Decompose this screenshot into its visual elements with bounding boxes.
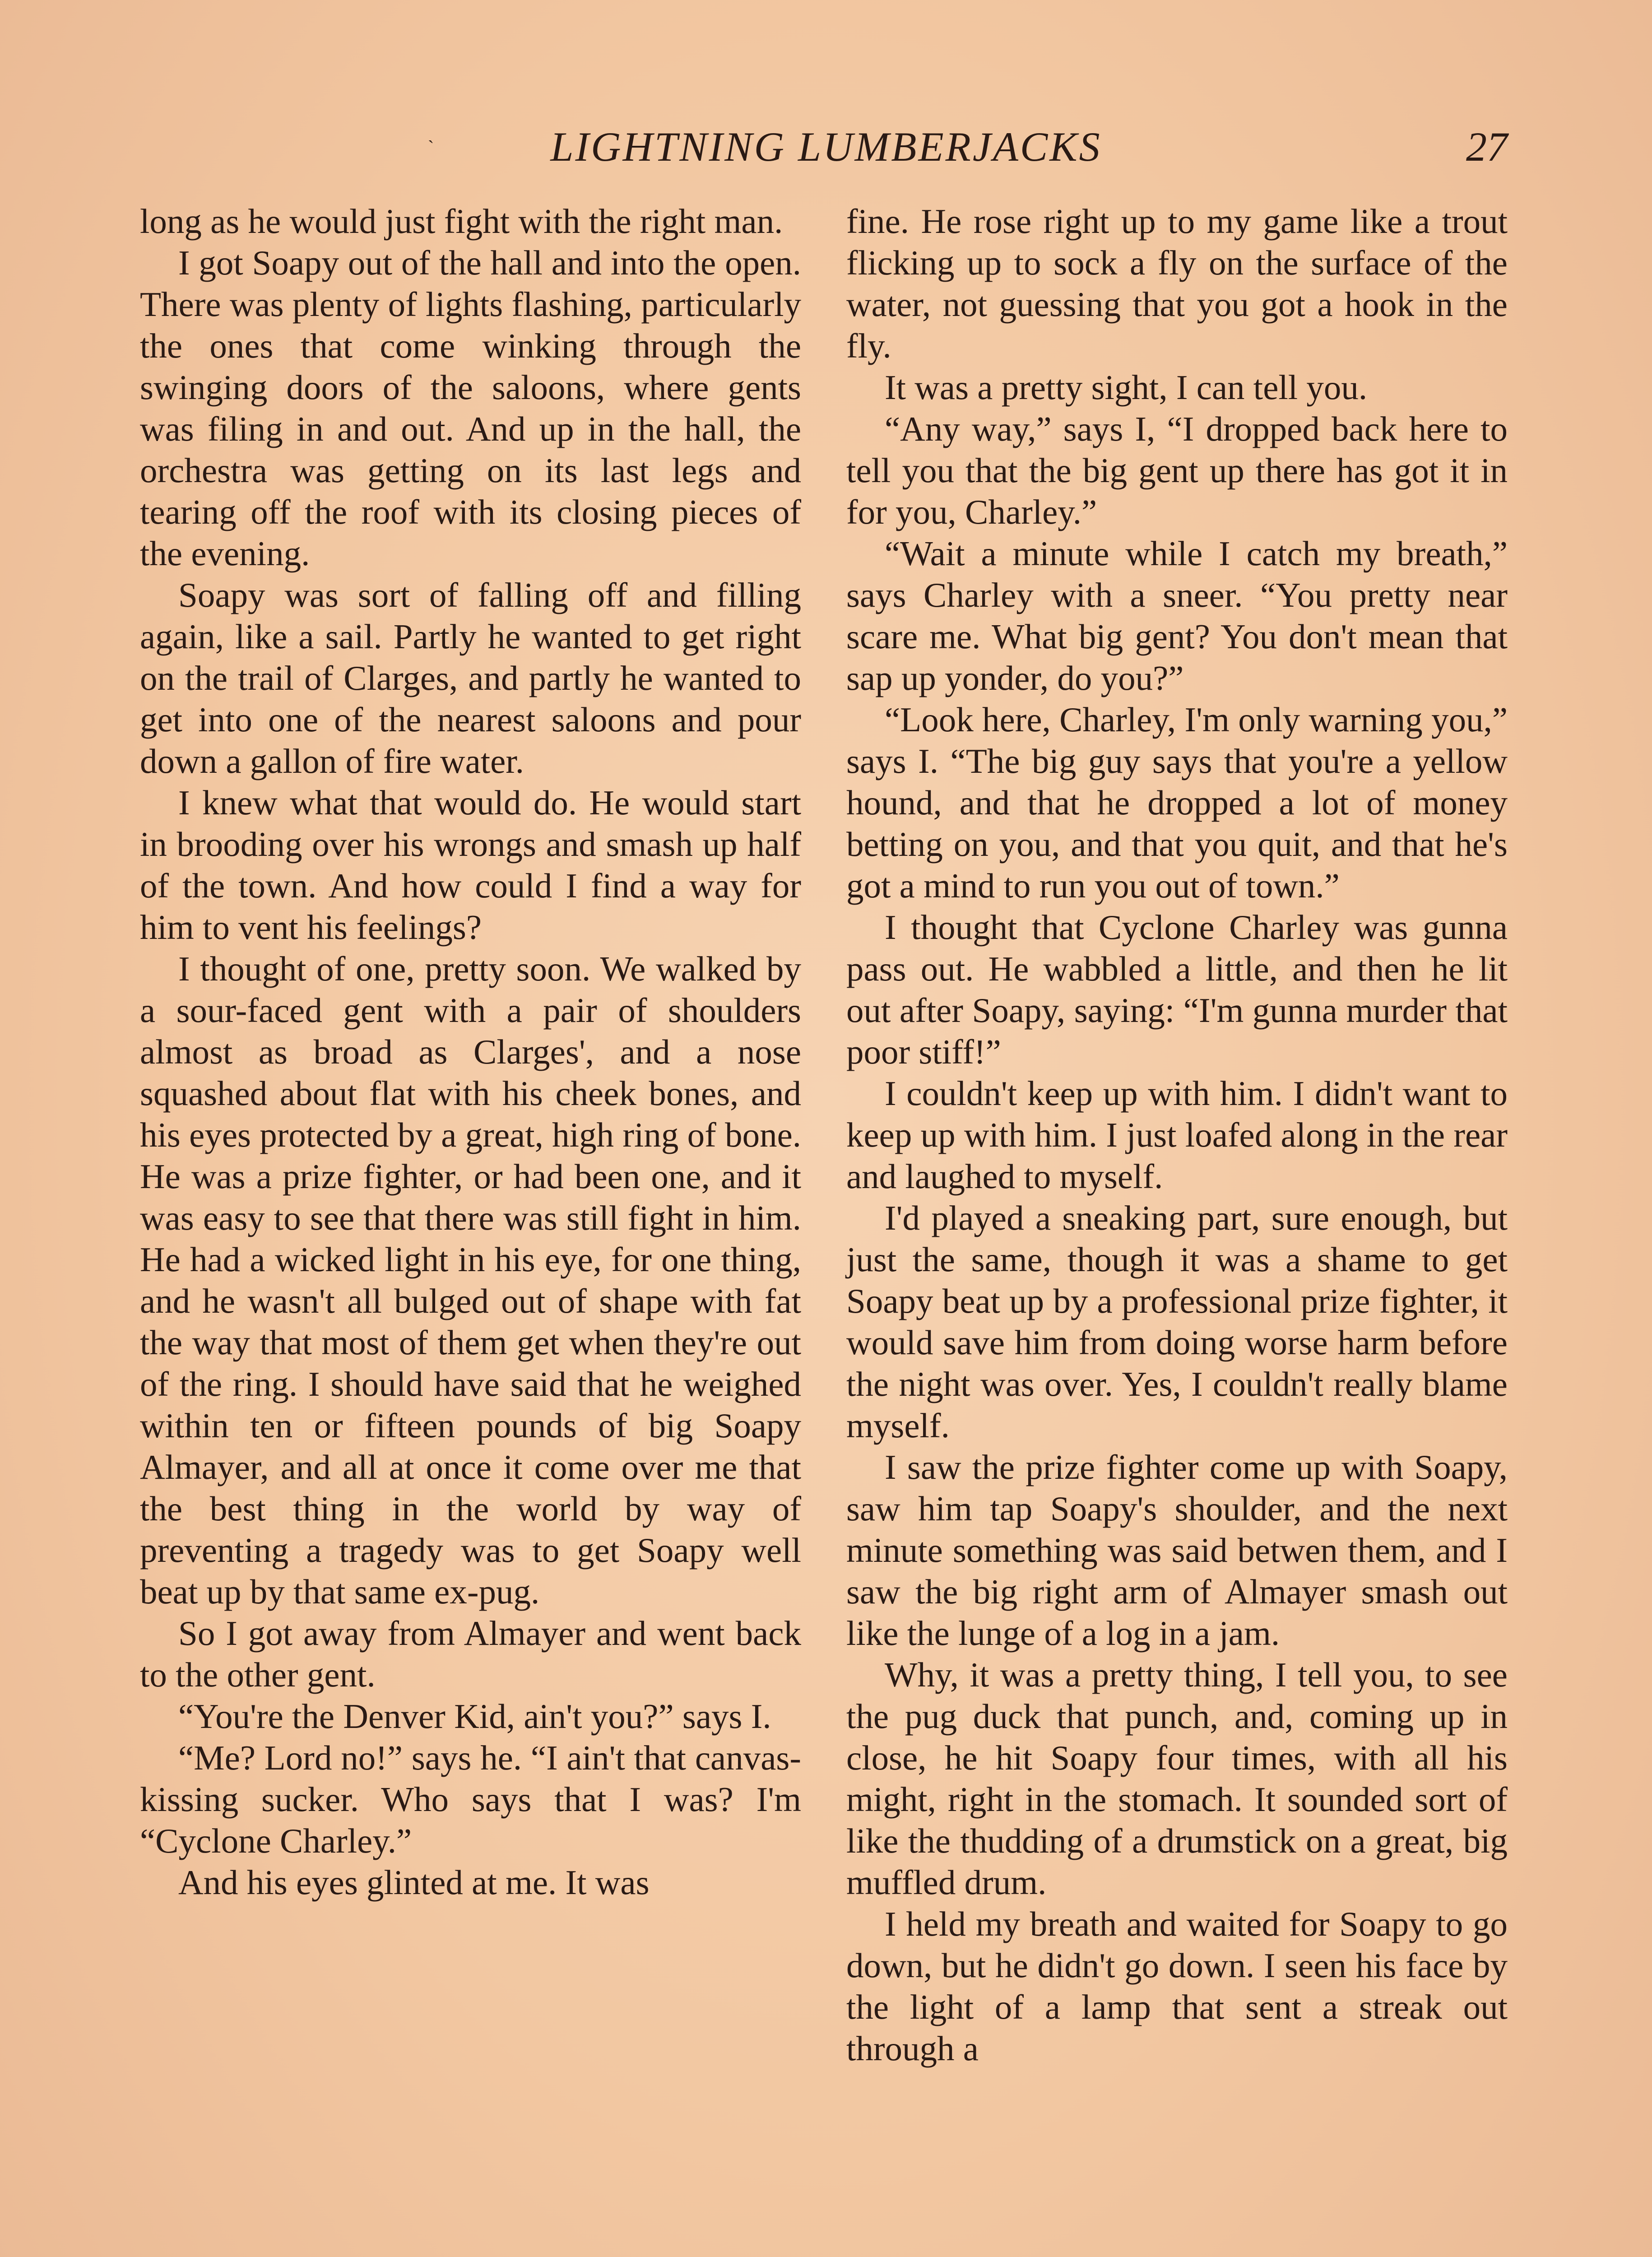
paragraph: So I got away from Almayer and went back to the other gent. — [140, 1614, 801, 1694]
left-column — [140, 200, 801, 1903]
paragraph: I held my breath and waited for Soapy to go down, but he didn't go down. I seen his face by the light of a lamp that sent a streak out through a — [846, 1904, 1508, 2068]
paragraph: I couldn't keep up with him. I didn't want to keep up with him. I just loafed along in the rear and laughed to myself. — [846, 1074, 1508, 1196]
paragraph: “Look here, Charley, I'm only warning you,” says I. “The big guy says that you're a yellow hound, and that he dropped a lot of money betting on you, and that you quit, and that he's got a mind to run you out of town.” — [846, 700, 1508, 905]
paragraph: I'd played a sneaking part, sure enough, but just the same, though it was a shame to get Soapy beat up by a professional prize fighter, it would save him from doing worse harm before the night was over. Yes, I couldn't really blame myself. — [846, 1198, 1508, 1445]
paragraph: I thought of one, pretty soon. We walked by a sour-faced gent with a pair of shoulders almost as broad as Clarges', and a nose squashed about flat with his cheek bones, and his eyes protected by a great, high ring of bone. He was a prize fighter, or had been one, and it was easy to see that there was still fight in him. He had a wicked light in his eye, for one thing, and he wasn't all bulged out of shape with fat the way that most of them get when they're out of the ring. I should have said that he weighed within ten or fifteen pounds of big Soapy Almayer, and all at once it come over me that the best thing in the world by way of preventing a tragedy was to get Soapy well beat up by that same ex-pug. — [140, 949, 801, 1611]
paragraph: It was a pretty sight, I can tell you. — [885, 368, 1368, 407]
page-header — [0, 122, 1652, 176]
paragraph: long as he would just fight with the right man. — [140, 202, 783, 241]
paragraph: “Any way,” says I, “I dropped back here to tell you that the big gent up there has got it in for you, Charley.” — [846, 409, 1508, 531]
paragraph: I knew what that would do. He would start in brooding over his wrongs and smash up half of the town. And how could I find a way for him to vent his feelings? — [140, 783, 801, 947]
paragraph: “Me? Lord no!” says he. “I ain't that canvas-kissing sucker. Who says that I was? I'm “Cyclone Charley.” — [140, 1738, 801, 1860]
paragraph: fine. He rose right up to my game like a trout flicking up to sock a fly on the surface of the water, not guessing that you got a hook in the fly. — [846, 202, 1508, 365]
paragraph: Why, it was a pretty thing, I tell you, to see the pug duck that punch, and, coming up in close, he hit Soapy four times, with all his might, right in the stomach. It sounded sort of like the thudding of a drumstick on a great, big muffled drum. — [846, 1655, 1508, 1902]
page-number: 27 — [1466, 124, 1508, 170]
paragraph: And his eyes glinted at me. It was — [178, 1863, 650, 1902]
running-title: LIGHTNING LUMBERJACKS — [550, 124, 1102, 170]
paragraph: I saw the prize fighter come up with Soapy, saw him tap Soapy's shoulder, and the next minute something was said betwen them, and I saw the big right arm of Almayer smash out like the lunge of a log in a jam. — [846, 1448, 1508, 1653]
right-column — [846, 200, 1508, 2069]
paragraph: “You're the Denver Kid, ain't you?” says I. — [178, 1697, 771, 1736]
tick-mark: ` — [428, 137, 434, 157]
paragraph: “Wait a minute while I catch my breath,” says Charley with a sneer. “You pretty near scare me. What big gent? You don't mean that sap up yonder, do you?” — [846, 534, 1508, 697]
paragraph: Soapy was sort of falling off and filling again, like a sail. Partly he wanted to get right on the trail of Clarges, and partly he wanted to get into one of the nearest saloons and pour down a gallon of fire water. — [140, 576, 801, 780]
paragraph: I got Soapy out of the hall and into the open. There was plenty of lights flashing, particularly the ones that come winking through the swinging doors of the saloons, where gents was filing in and out. And up in the hall, the orchestra was getting on its last legs and tearing off the roof with its closing pieces of the evening. — [140, 243, 801, 573]
paragraph: I thought that Cyclone Charley was gunna pass out. He wabbled a little, and then he lit out after Soapy, saying: “I'm gunna murder that poor stiff!” — [846, 908, 1508, 1071]
